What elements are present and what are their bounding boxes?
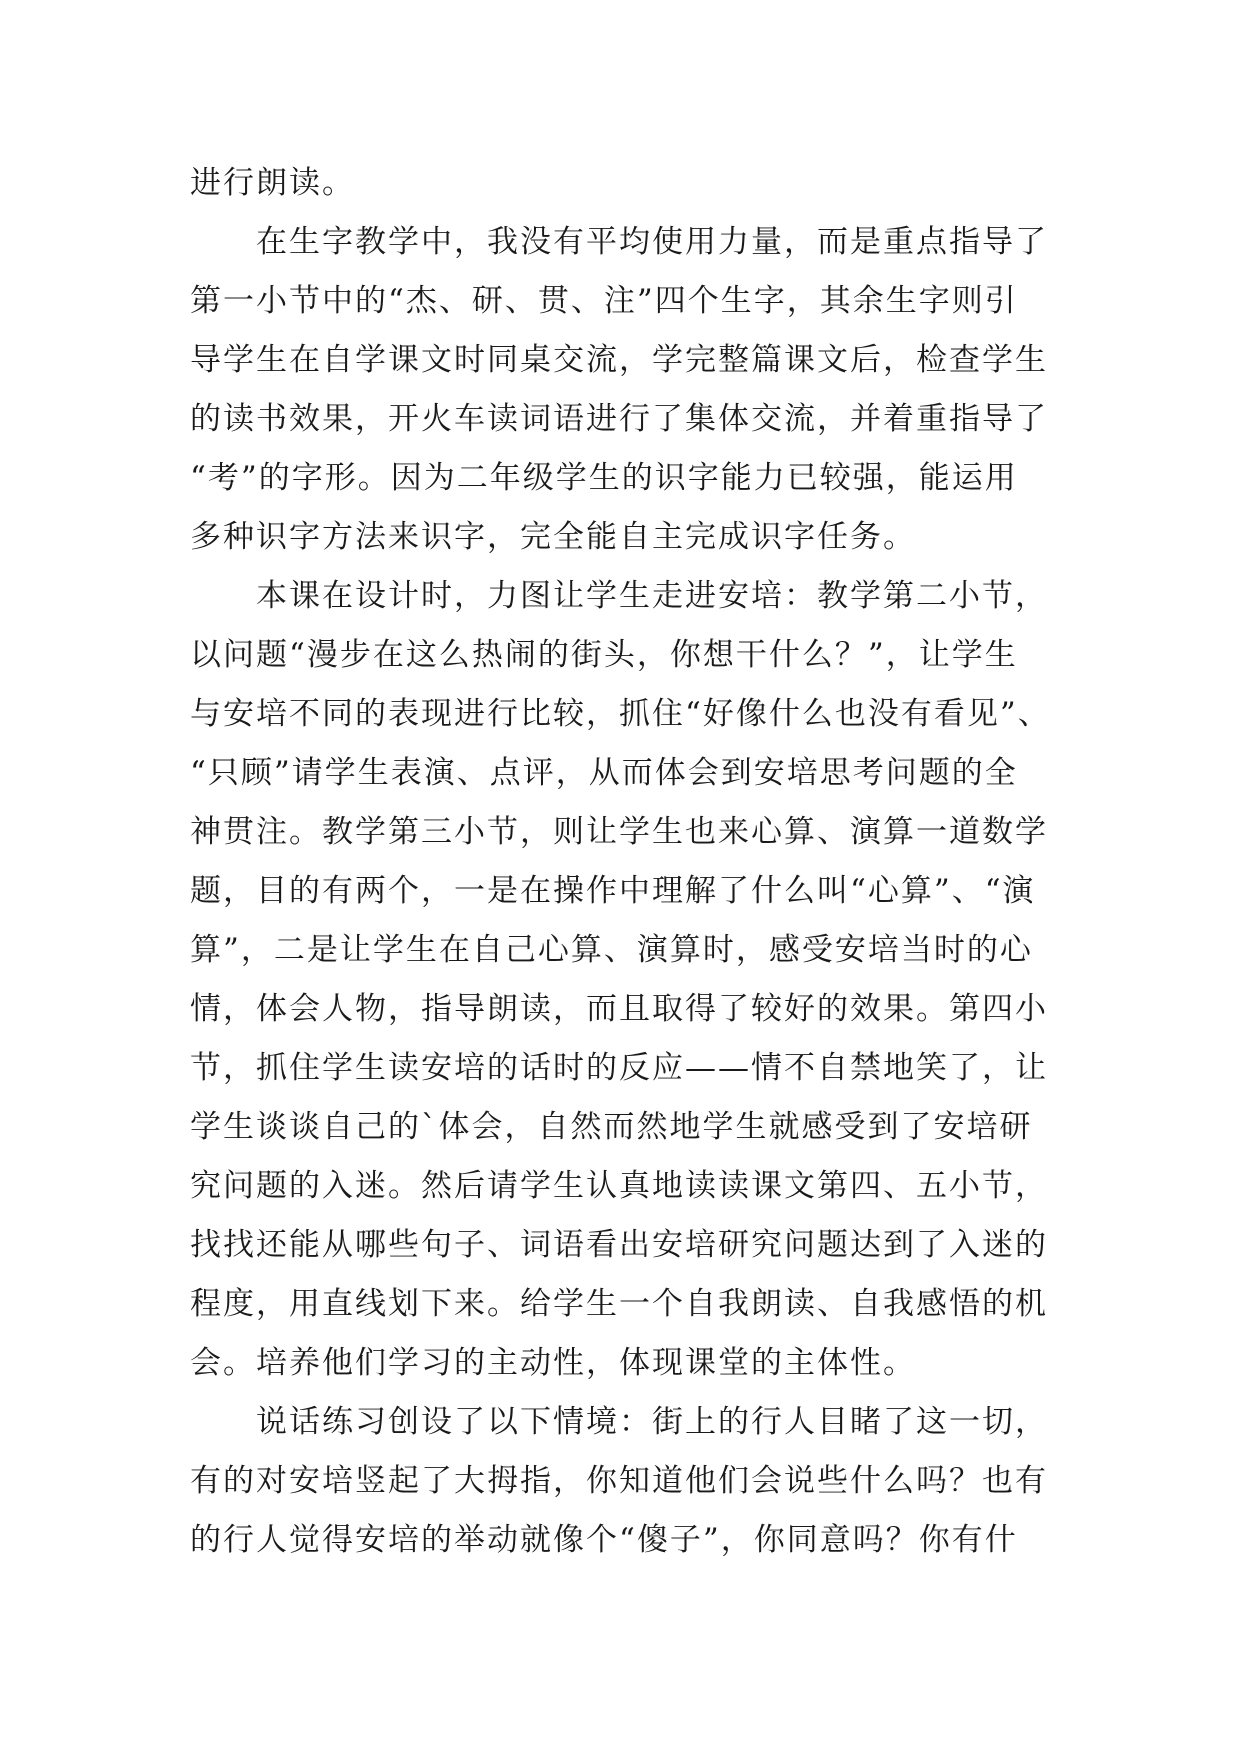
text-line: 究问题的入迷。然后请学生认真地读读课文第四、五小节， <box>190 1168 1048 1204</box>
text-line: 有的对安培竖起了大拇指，你知道他们会说些什么吗？也有 <box>190 1463 1048 1499</box>
text-line: 多种识字方法来识字，完全能自主完成识字任务。 <box>190 519 916 555</box>
text-line: 说话练习创设了以下情境：街上的行人目睹了这一切， <box>256 1404 1048 1440</box>
text-line: 找找还能从哪些句子、词语看出安培研究问题达到了入迷的 <box>190 1227 1048 1263</box>
text-line: 算”，二是让学生在自己心算、演算时，感受安培当时的心 <box>190 932 1033 968</box>
text-line: 节，抓住学生读安培的话时的反应——情不自禁地笑了，让 <box>190 1050 1048 1086</box>
text-line: 程度，用直线划下来。给学生一个自我朗读、自我感悟的机 <box>190 1286 1048 1322</box>
text-line: 在生字教学中，我没有平均使用力量，而是重点指导了 <box>256 224 1048 260</box>
text-line: 以问题“漫步在这么热闹的街头，你想干什么？”，让学生 <box>190 637 1018 673</box>
text-line: 本课在设计时，力图让学生走进安培：教学第二小节， <box>256 578 1048 614</box>
text-line: “只顾”请学生表演、点评，从而体会到安培思考问题的全 <box>190 755 1018 791</box>
text-line: “考”的字形。因为二年级学生的识字能力已较强，能运用 <box>190 460 1018 496</box>
text-line: 第一小节中的“杰、研、贯、注”四个生字，其余生字则引 <box>190 283 1018 319</box>
text-line: 导学生在自学课文时同桌交流，学完整篇课文后，检查学生 <box>190 342 1048 378</box>
text-line: 题，目的有两个，一是在操作中理解了什么叫“心算”、“演 <box>190 873 1036 909</box>
text-line: 的行人觉得安培的举动就像个“傻子”，你同意吗？你有什 <box>190 1522 1018 1558</box>
text-line: 情，体会人物，指导朗读，而且取得了较好的效果。第四小 <box>190 991 1048 1027</box>
text-line: 与安培不同的表现进行比较，抓住“好像什么也没有看见”、 <box>190 696 1051 732</box>
text-line: 进行朗读。 <box>190 165 355 201</box>
text-line: 的读书效果，开火车读词语进行了集体交流，并着重指导了 <box>190 401 1048 437</box>
text-line: 神贯注。教学第三小节，则让学生也来心算、演算一道数学 <box>190 814 1048 850</box>
document-body <box>190 154 1070 1570</box>
text-line: 会。培养他们学习的主动性，体现课堂的主体性。 <box>190 1345 916 1381</box>
text-line: 学生谈谈自己的`体会，自然而然地学生就感受到了安培研 <box>190 1109 1033 1145</box>
